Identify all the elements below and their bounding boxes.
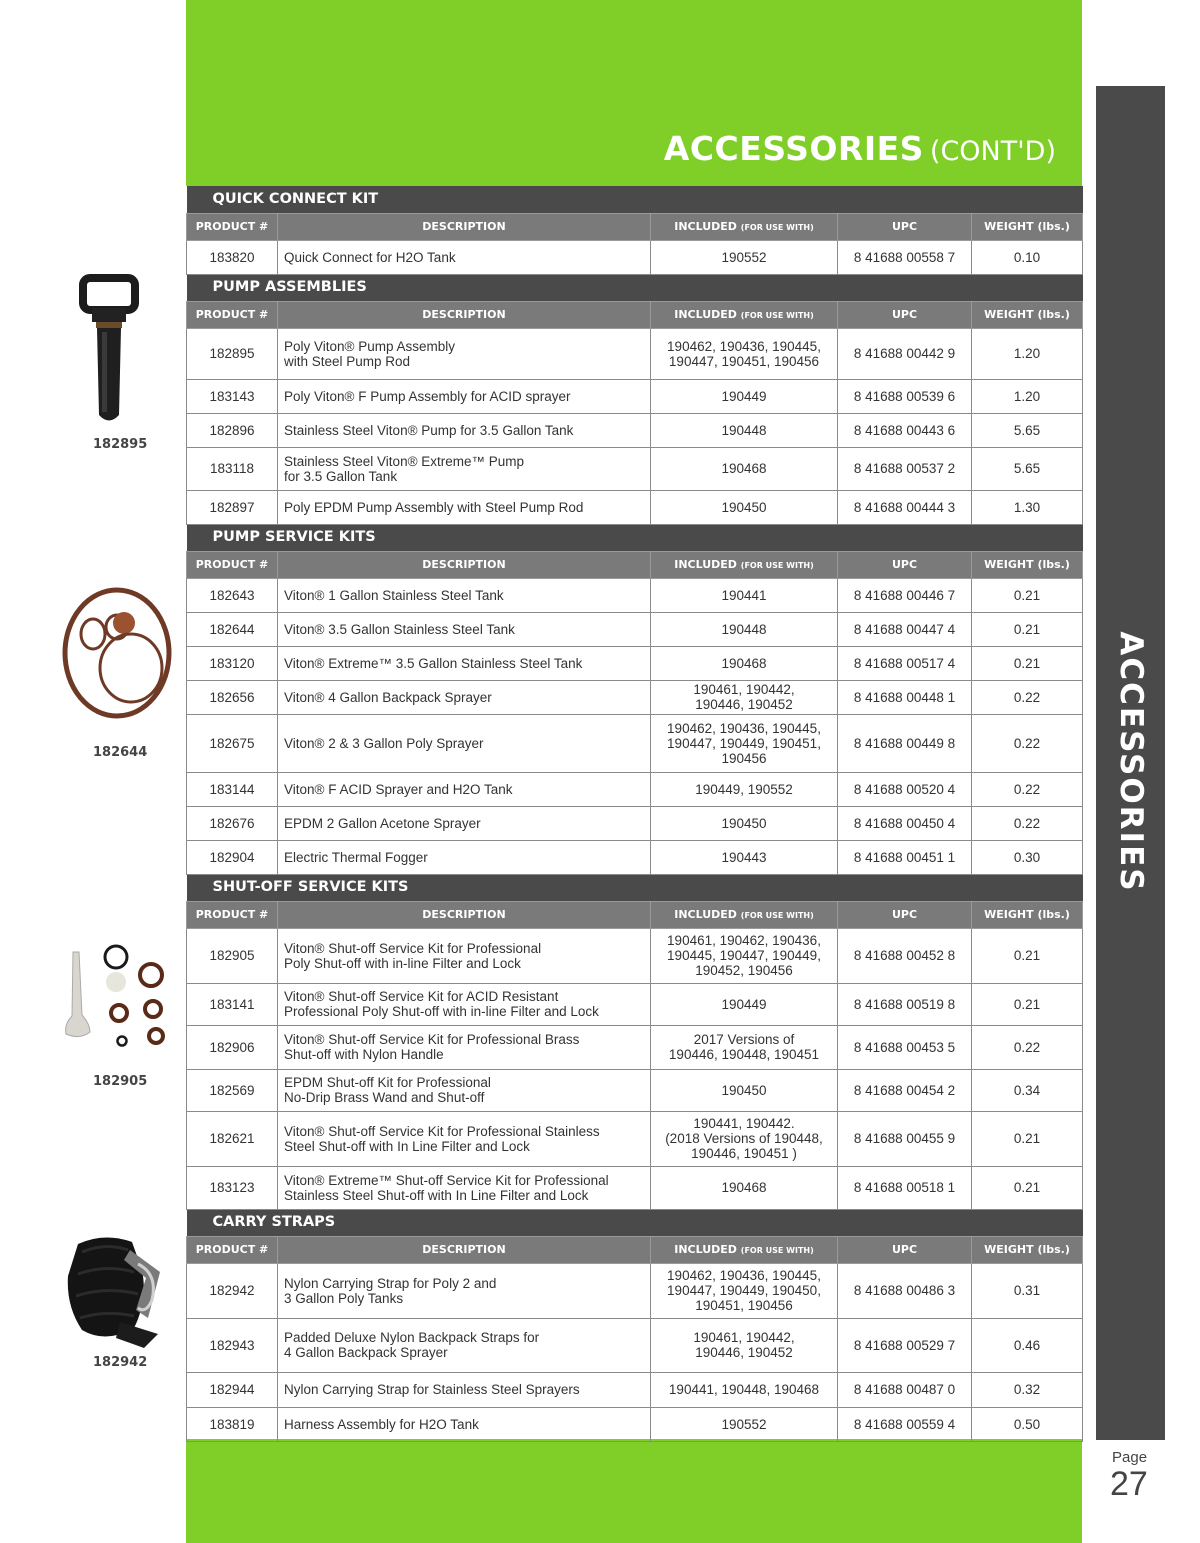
upc-code: 8 41688 00520 4 — [838, 772, 972, 806]
description-line: Viton® 4 Gallon Backpack Sprayer — [284, 689, 492, 705]
weight-value: 1.20 — [972, 379, 1083, 413]
section-header — [187, 874, 1083, 901]
included-line: 190441, 190448, 190468 — [668, 1382, 820, 1397]
included-with — [651, 1318, 838, 1372]
carry-strap-image — [60, 1230, 174, 1350]
upc-code: 8 41688 00444 3 — [838, 490, 972, 524]
description-line: for 3.5 Gallon Tank — [284, 468, 398, 484]
weight-value: 5.65 — [972, 413, 1083, 447]
description-line: Viton® Shut-off Service Kit for Professional Stainless — [284, 1123, 600, 1139]
col-header-description: DESCRIPTION — [278, 213, 651, 240]
section-title: SHUT-OFF SERVICE KITS — [187, 874, 1083, 901]
included-line: 190468 — [721, 461, 767, 476]
included-line: 190445, 190447, 190449, — [667, 948, 821, 963]
upc-code: 8 41688 00443 6 — [838, 413, 972, 447]
col-header-included — [651, 1236, 838, 1263]
page-label: Page — [1112, 1449, 1148, 1466]
col-header-included-note: (FOR USE WITH) — [740, 910, 814, 920]
weight-value: 1.30 — [972, 490, 1083, 524]
section-title: PUMP SERVICE KITS — [187, 524, 1083, 551]
weight-value: 0.22 — [972, 714, 1083, 772]
upc-code: 8 41688 00519 8 — [838, 983, 972, 1025]
col-header-included-note: (FOR USE WITH) — [740, 560, 814, 570]
included-line: 190462, 190436, 190445, — [667, 720, 821, 736]
included-with — [651, 612, 838, 646]
product-number: 182656 — [187, 680, 278, 714]
section-header — [187, 274, 1083, 301]
product-number: 182906 — [187, 1025, 278, 1069]
included-line: 190450 — [721, 1082, 767, 1098]
product-description — [278, 328, 651, 379]
weight-value: 0.21 — [972, 1166, 1083, 1209]
col-header-included-label: INCLUDED — [674, 1242, 737, 1256]
product-description — [278, 1025, 651, 1069]
weight-value: 0.10 — [972, 240, 1083, 274]
product-description — [278, 680, 651, 714]
col-header-upc: UPC — [838, 901, 972, 928]
included-line: 190552 — [721, 249, 767, 265]
product-description — [278, 1069, 651, 1111]
included-with — [651, 1263, 838, 1318]
product-number: 183819 — [187, 1407, 278, 1441]
included-line: 190468 — [721, 655, 767, 671]
upc-code: 8 41688 00442 9 — [838, 328, 972, 379]
col-header-description: DESCRIPTION — [278, 301, 651, 328]
upc-code: 8 41688 00448 1 — [838, 680, 972, 714]
col-header-product: PRODUCT # — [187, 301, 278, 328]
included-line: 190461, 190462, 190436, — [667, 933, 821, 948]
table-row — [187, 1318, 1083, 1372]
weight-value: 0.21 — [972, 646, 1083, 680]
description-line: Nylon Carrying Strap for Poly 2 and — [284, 1275, 497, 1291]
col-header-upc: UPC — [838, 551, 972, 578]
included-line: 190451, 190456 — [695, 1298, 793, 1313]
description-line: Stainless Steel Shut-off with In Line Filter and Lock — [284, 1187, 589, 1203]
table-row — [187, 646, 1083, 680]
weight-value: 0.32 — [972, 1372, 1083, 1407]
weight-value: 0.46 — [972, 1318, 1083, 1372]
col-header-included-label: INCLUDED — [674, 907, 737, 921]
description-line: Poly Shut-off with in-line Filter and Lock — [284, 955, 521, 971]
product-description — [278, 413, 651, 447]
included-line: 190462, 190436, 190445, — [667, 338, 821, 354]
included-line: 190443 — [721, 849, 767, 865]
section-header — [187, 186, 1083, 213]
upc-code: 8 41688 00453 5 — [838, 1025, 972, 1069]
included-line: 190452, 190456 — [695, 963, 793, 978]
included-with — [651, 680, 838, 714]
description-line: Professional Poly Shut-off with in-line Filter and Lock — [284, 1004, 599, 1019]
included-line: 190446, 190452 — [695, 697, 793, 712]
weight-value: 0.21 — [972, 1111, 1083, 1166]
included-line: 190449 — [721, 996, 767, 1012]
included-with — [651, 1025, 838, 1069]
table-row — [187, 1407, 1083, 1441]
product-number: 182944 — [187, 1372, 278, 1407]
description-line: Nylon Carrying Strap for Stainless Steel Sprayers — [284, 1382, 580, 1397]
product-description — [278, 840, 651, 874]
product-description — [278, 240, 651, 274]
weight-value: 0.21 — [972, 928, 1083, 983]
product-description — [278, 490, 651, 524]
product-number: 182895 — [187, 328, 278, 379]
page-title-sub: (CONT'D) — [929, 136, 1056, 167]
product-number: 183820 — [187, 240, 278, 274]
weight-value: 1.20 — [972, 328, 1083, 379]
col-header-product: PRODUCT # — [187, 901, 278, 928]
weight-value: 0.21 — [972, 983, 1083, 1025]
col-header-included — [651, 551, 838, 578]
product-number: 182897 — [187, 490, 278, 524]
table-row — [187, 578, 1083, 612]
weight-value: 0.21 — [972, 578, 1083, 612]
table-row — [187, 447, 1083, 490]
description-line: Viton® Shut-off Service Kit for Professional — [284, 940, 542, 956]
upc-code: 8 41688 00451 1 — [838, 840, 972, 874]
included-line: 190461, 190442, — [693, 1330, 795, 1345]
included-with — [651, 413, 838, 447]
col-header-included — [651, 301, 838, 328]
description-line: Viton® Shut-off Service Kit for ACID Resistant — [284, 989, 559, 1004]
pump-handle-image — [70, 270, 150, 430]
table-row — [187, 413, 1083, 447]
description-line: 4 Gallon Backpack Sprayer — [284, 1345, 448, 1360]
table-row — [187, 612, 1083, 646]
weight-value: 0.22 — [972, 772, 1083, 806]
product-description — [278, 714, 651, 772]
section-title: PUMP ASSEMBLIES — [187, 274, 1083, 301]
product-number: 182644 — [187, 612, 278, 646]
col-header-included-label: INCLUDED — [674, 557, 737, 571]
included-line: 190448 — [721, 621, 767, 637]
shutoff-kit-image — [60, 940, 174, 1052]
upc-code: 8 41688 00450 4 — [838, 806, 972, 840]
included-line: 2017 Versions of — [693, 1032, 795, 1047]
table-row — [187, 1111, 1083, 1166]
weight-value: 0.22 — [972, 1025, 1083, 1069]
col-header-upc: UPC — [838, 301, 972, 328]
page-title-main: ACCESSORIES — [663, 129, 924, 168]
product-description — [278, 1407, 651, 1441]
upc-code: 8 41688 00446 7 — [838, 578, 972, 612]
col-header-weight: WEIGHT (lbs.) — [972, 551, 1083, 578]
section-title: CARRY STRAPS — [187, 1209, 1083, 1236]
product-number: 182943 — [187, 1318, 278, 1372]
product-description — [278, 1166, 651, 1209]
table-row — [187, 1263, 1083, 1318]
upc-code: 8 41688 00449 8 — [838, 714, 972, 772]
description-line: Poly Viton® Pump Assembly — [284, 338, 456, 354]
included-with — [651, 1111, 838, 1166]
upc-code: 8 41688 00486 3 — [838, 1263, 972, 1318]
col-header-product: PRODUCT # — [187, 1236, 278, 1263]
product-description — [278, 646, 651, 680]
included-with — [651, 379, 838, 413]
product-description — [278, 447, 651, 490]
table-row — [187, 928, 1083, 983]
included-line: 190448 — [721, 422, 767, 438]
description-line: Padded Deluxe Nylon Backpack Straps for — [284, 1330, 540, 1345]
included-line: (2018 Versions of 190448, — [665, 1131, 823, 1146]
upc-code: 8 41688 00447 4 — [838, 612, 972, 646]
table-row — [187, 1069, 1083, 1111]
description-line: Viton® F ACID Sprayer and H2O Tank — [284, 781, 513, 797]
section-header — [187, 524, 1083, 551]
included-line: 190462, 190436, 190445, — [667, 1268, 821, 1283]
page-title — [663, 129, 1056, 168]
weight-value: 0.34 — [972, 1069, 1083, 1111]
description-line: Viton® Extreme™ 3.5 Gallon Stainless Steel Tank — [284, 655, 583, 671]
weight-value: 0.21 — [972, 612, 1083, 646]
weight-value: 0.30 — [972, 840, 1083, 874]
col-header-included-label: INCLUDED — [674, 219, 737, 233]
description-line: Quick Connect for H2O Tank — [284, 249, 456, 265]
product-description — [278, 772, 651, 806]
included-line: 190446, 190451 ) — [691, 1146, 797, 1161]
product-description — [278, 578, 651, 612]
table-row — [187, 806, 1083, 840]
table-row — [187, 840, 1083, 874]
product-number: 182675 — [187, 714, 278, 772]
col-header-included-note: (FOR USE WITH) — [740, 1245, 814, 1255]
weight-value: 0.31 — [972, 1263, 1083, 1318]
included-line: 190441 — [721, 587, 767, 603]
description-line: Poly Viton® F Pump Assembly for ACID sprayer — [284, 388, 571, 404]
product-description — [278, 1318, 651, 1372]
included-with — [651, 1069, 838, 1111]
included-line: 190450 — [721, 499, 767, 515]
included-with — [651, 840, 838, 874]
upc-code: 8 41688 00517 4 — [838, 646, 972, 680]
description-line: Viton® 3.5 Gallon Stainless Steel Tank — [284, 621, 515, 637]
product-number: 182904 — [187, 840, 278, 874]
description-line: 3 Gallon Poly Tanks — [284, 1290, 404, 1306]
product-number: 182942 — [187, 1263, 278, 1318]
col-header-weight: WEIGHT (lbs.) — [972, 1236, 1083, 1263]
included-with — [651, 714, 838, 772]
included-line: 190446, 190452 — [695, 1345, 793, 1360]
included-with — [651, 578, 838, 612]
col-header-included-label: INCLUDED — [674, 307, 737, 321]
included-line: 190447, 190451, 190456 — [668, 353, 820, 369]
column-header-row — [187, 213, 1083, 240]
table-row — [187, 379, 1083, 413]
table-row — [187, 328, 1083, 379]
weight-value: 0.50 — [972, 1407, 1083, 1441]
included-with — [651, 240, 838, 274]
upc-code: 8 41688 00518 1 — [838, 1166, 972, 1209]
included-with — [651, 928, 838, 983]
included-line: 190447, 190449, 190451, — [667, 735, 821, 751]
product-number: 183120 — [187, 646, 278, 680]
weight-value: 0.22 — [972, 680, 1083, 714]
upc-code: 8 41688 00539 6 — [838, 379, 972, 413]
product-description — [278, 1263, 651, 1318]
included-line: 190446, 190448, 190451 — [668, 1047, 820, 1062]
included-with — [651, 983, 838, 1025]
upc-code: 8 41688 00454 2 — [838, 1069, 972, 1111]
included-with — [651, 1407, 838, 1441]
column-header-row — [187, 551, 1083, 578]
table-row — [187, 714, 1083, 772]
product-number: 183141 — [187, 983, 278, 1025]
o-ring-kit-image — [60, 586, 174, 720]
description-line: Harness Assembly for H2O Tank — [284, 1416, 479, 1432]
product-number: 182676 — [187, 806, 278, 840]
weight-value: 0.22 — [972, 806, 1083, 840]
included-with — [651, 646, 838, 680]
included-line: 190552 — [721, 1416, 767, 1432]
o-ring-kit-caption: 182644 — [93, 745, 148, 760]
description-line: EPDM 2 Gallon Acetone Sprayer — [284, 815, 481, 831]
product-number: 182569 — [187, 1069, 278, 1111]
col-header-weight: WEIGHT (lbs.) — [972, 901, 1083, 928]
column-header-row — [187, 901, 1083, 928]
product-number: 182621 — [187, 1111, 278, 1166]
product-number: 183118 — [187, 447, 278, 490]
description-line: EPDM Shut-off Kit for Professional — [284, 1075, 491, 1090]
description-line: Shut-off with Nylon Handle — [284, 1047, 444, 1062]
description-line: Stainless Steel Viton® Extreme™ Pump — [284, 453, 525, 469]
description-line: Steel Shut-off with In Line Filter and Lock — [284, 1138, 530, 1154]
table-row — [187, 983, 1083, 1025]
col-header-description: DESCRIPTION — [278, 901, 651, 928]
col-header-description: DESCRIPTION — [278, 1236, 651, 1263]
description-line: Viton® Extreme™ Shut-off Service Kit for Professional — [284, 1172, 609, 1188]
col-header-included-note: (FOR USE WITH) — [740, 222, 814, 232]
column-header-row — [187, 301, 1083, 328]
description-line: with Steel Pump Rod — [284, 353, 411, 369]
table-row — [187, 490, 1083, 524]
included-with — [651, 490, 838, 524]
upc-code: 8 41688 00487 0 — [838, 1372, 972, 1407]
table-row — [187, 240, 1083, 274]
section-header — [187, 1209, 1083, 1236]
col-header-weight: WEIGHT (lbs.) — [972, 213, 1083, 240]
table-row — [187, 680, 1083, 714]
included-line: 190450 — [721, 815, 767, 831]
product-description — [278, 1372, 651, 1407]
included-line: 190447, 190449, 190450, — [667, 1283, 821, 1298]
included-with — [651, 772, 838, 806]
included-with — [651, 328, 838, 379]
table-row — [187, 772, 1083, 806]
col-header-included — [651, 901, 838, 928]
included-line: 190468 — [721, 1180, 767, 1195]
included-with — [651, 447, 838, 490]
description-line: Stainless Steel Viton® Pump for 3.5 Gallon Tank — [284, 422, 574, 438]
included-line: 190456 — [721, 750, 767, 766]
product-number: 182643 — [187, 578, 278, 612]
included-with — [651, 1166, 838, 1209]
table-row — [187, 1372, 1083, 1407]
table-row — [187, 1025, 1083, 1069]
col-header-included-note: (FOR USE WITH) — [740, 310, 814, 320]
included-line: 190461, 190442, — [693, 682, 795, 697]
col-header-upc: UPC — [838, 213, 972, 240]
section-title: QUICK CONNECT KIT — [187, 186, 1083, 213]
col-header-product: PRODUCT # — [187, 213, 278, 240]
product-number: 182905 — [187, 928, 278, 983]
page-number: 27 — [1110, 1465, 1148, 1503]
shutoff-kit-caption: 182905 — [93, 1074, 148, 1089]
description-line: Viton® Shut-off Service Kit for Professional Brass — [284, 1032, 580, 1047]
included-line: 190449, 190552 — [695, 781, 793, 797]
product-description — [278, 1111, 651, 1166]
product-description — [278, 806, 651, 840]
description-line: No-Drip Brass Wand and Shut-off — [284, 1090, 485, 1105]
product-number: 183144 — [187, 772, 278, 806]
pump-handle-caption: 182895 — [93, 437, 148, 452]
included-line: 190441, 190442. — [693, 1116, 795, 1131]
product-description — [278, 928, 651, 983]
col-header-product: PRODUCT # — [187, 551, 278, 578]
description-line: Electric Thermal Fogger — [284, 849, 428, 865]
col-header-description: DESCRIPTION — [278, 551, 651, 578]
table-row — [187, 1166, 1083, 1209]
description-line: Viton® 1 Gallon Stainless Steel Tank — [284, 587, 504, 603]
upc-code: 8 41688 00452 8 — [838, 928, 972, 983]
upc-code: 8 41688 00529 7 — [838, 1318, 972, 1372]
product-number: 183123 — [187, 1166, 278, 1209]
column-header-row — [187, 1236, 1083, 1263]
product-description — [278, 379, 651, 413]
col-header-upc: UPC — [838, 1236, 972, 1263]
product-description — [278, 983, 651, 1025]
upc-code: 8 41688 00559 4 — [838, 1407, 972, 1441]
product-number: 182896 — [187, 413, 278, 447]
description-line: Poly EPDM Pump Assembly with Steel Pump Rod — [284, 499, 584, 515]
col-header-included — [651, 213, 838, 240]
carry-strap-caption: 182942 — [93, 1355, 148, 1370]
description-line: Viton® 2 & 3 Gallon Poly Sprayer — [284, 735, 484, 751]
upc-code: 8 41688 00537 2 — [838, 447, 972, 490]
upc-code: 8 41688 00558 7 — [838, 240, 972, 274]
weight-value: 5.65 — [972, 447, 1083, 490]
product-number: 183143 — [187, 379, 278, 413]
footer-green-band — [186, 1439, 1082, 1543]
side-tab-label: ACCESSORIES — [1113, 631, 1149, 893]
included-with — [651, 806, 838, 840]
upc-code: 8 41688 00455 9 — [838, 1111, 972, 1166]
included-line: 190449 — [721, 388, 767, 404]
included-with — [651, 1372, 838, 1407]
product-description — [278, 612, 651, 646]
col-header-weight: WEIGHT (lbs.) — [972, 301, 1083, 328]
accessories-table — [186, 186, 1083, 1442]
